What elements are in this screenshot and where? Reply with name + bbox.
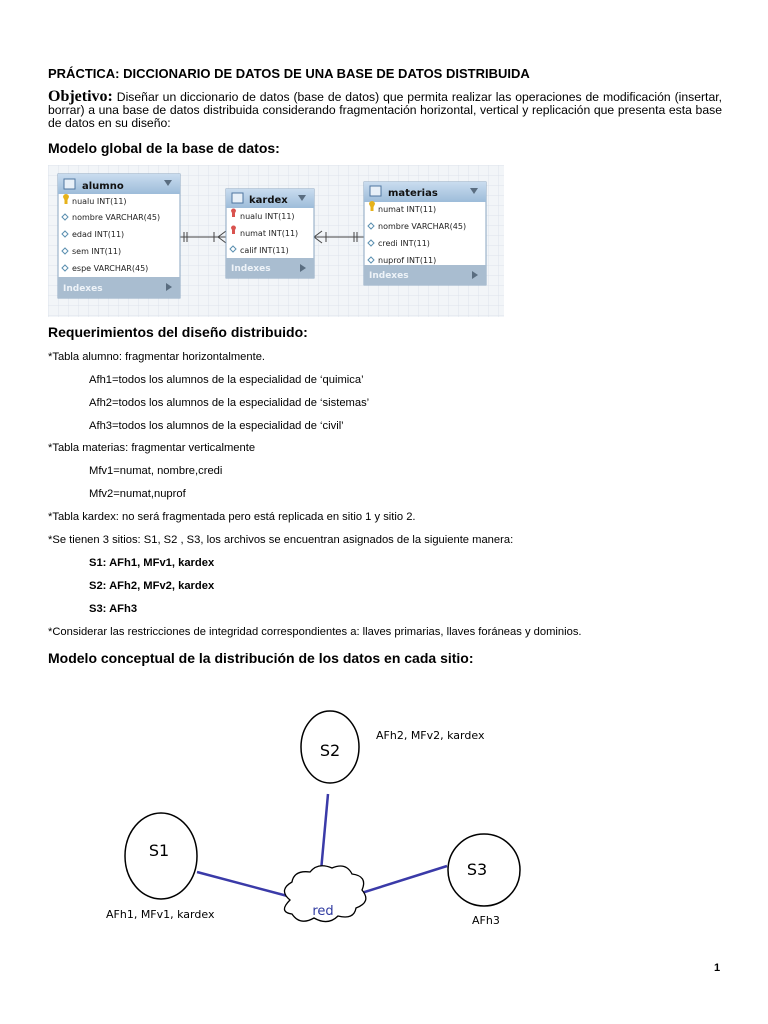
materias-field: nombre VARCHAR(45) — [378, 222, 467, 231]
req-alumno: *Tabla alumno: fragmentar horizontalmente. — [48, 351, 266, 363]
alumno-field: nualu INT(11) — [72, 197, 127, 206]
network-diagram — [90, 700, 550, 940]
materias-field: nuprof INT(11) — [378, 256, 437, 265]
kardex-field: calif INT(11) — [240, 246, 289, 255]
table-kardex-name: kardex — [249, 195, 288, 206]
page-number: 1 — [714, 962, 721, 974]
req-mfv1: Mfv1=numat, nombre,credi — [89, 465, 223, 477]
alumno-field: edad INT(11) — [72, 230, 125, 239]
cloud-label: red — [312, 904, 334, 919]
req-afh3: Afh3=todos los alumnos de la especialidad de ‘civil’ — [89, 420, 344, 432]
table-alumno-name: alumno — [82, 181, 124, 192]
req-afh1: Afh1=todos los alumnos de la especialidad de ‘quimica’ — [89, 374, 364, 386]
req-s2: S2: AFh2, MFv2, kardex — [89, 580, 215, 592]
table-materias — [364, 182, 486, 285]
node-s3-caption: AFh3 — [472, 914, 500, 927]
link-s1-red — [197, 872, 295, 898]
table-alumno — [58, 174, 180, 298]
node-s2 — [301, 711, 485, 783]
table-kardex — [226, 189, 314, 278]
materias-field: numat INT(11) — [378, 205, 437, 214]
kardex-field: numat INT(11) — [240, 229, 299, 238]
req-sitios: *Se tienen 3 sitios: S1, S2 , S3, los archivos se encuentran asignados de la siguiente manera: — [48, 534, 514, 546]
objective-text: Diseñar un diccionario de datos (base de datos) que permita realizar las operaciones de modificación (insertar, borrar) a una base de datos distribuida considerando fragmentación horizontal, vertical y replicación que presenta esta base de datos en su diseño: — [48, 90, 722, 130]
kardex-field: nualu INT(11) — [240, 212, 295, 221]
req-materias: *Tabla materias: fragmentar verticalmente — [48, 442, 256, 454]
node-s2-label: S2 — [319, 741, 341, 760]
indexes-label: Indexes — [369, 271, 409, 281]
req-afh2: Afh2=todos los alumnos de la especialidad de ‘sistemas’ — [89, 397, 370, 409]
node-s3 — [448, 834, 520, 927]
node-s3-label: S3 — [466, 860, 488, 879]
node-s1-caption: AFh1, MFv1, kardex — [106, 908, 215, 921]
node-s1 — [106, 813, 215, 921]
er-diagram — [48, 165, 504, 317]
req-kardex: *Tabla kardex: no será fragmentada pero está replicada en sitio 1 y sitio 2. — [48, 511, 416, 523]
network-cloud — [284, 866, 365, 922]
objective-label: Objetivo: — [48, 88, 113, 105]
indexes-label: Indexes — [63, 284, 103, 294]
objective-paragraph — [48, 90, 722, 130]
materias-field: credi INT(11) — [378, 239, 430, 248]
node-s1-label: S1 — [148, 841, 170, 860]
req-s1: S1: AFh1, MFv1, kardex — [89, 557, 215, 569]
alumno-field: nombre VARCHAR(45) — [72, 213, 161, 222]
alumno-field: espe VARCHAR(45) — [72, 264, 149, 273]
conceptual-model-heading: Modelo conceptual de la distribución de los datos en cada sitio: — [48, 650, 474, 666]
alumno-field: sem INT(11) — [72, 247, 122, 256]
requirements-heading: Requerimientos del diseño distribuido: — [48, 324, 308, 340]
table-materias-name: materias — [388, 188, 438, 199]
global-model-heading: Modelo global de la base de datos: — [48, 140, 280, 156]
req-s3: S3: AFh3 — [89, 603, 138, 615]
link-s3-red — [352, 866, 447, 896]
indexes-label: Indexes — [231, 264, 271, 274]
req-restricciones: *Considerar las restricciones de integridad correspondientes a: llaves primarias, llaves foráneas y dominios. — [48, 626, 582, 638]
page-title: PRÁCTICA: DICCIONARIO DE DATOS DE UNA BASE DE DATOS DISTRIBUIDA — [48, 66, 530, 81]
node-s2-caption: AFh2, MFv2, kardex — [376, 729, 485, 742]
req-mfv2: Mfv2=numat,nuprof — [89, 488, 186, 500]
